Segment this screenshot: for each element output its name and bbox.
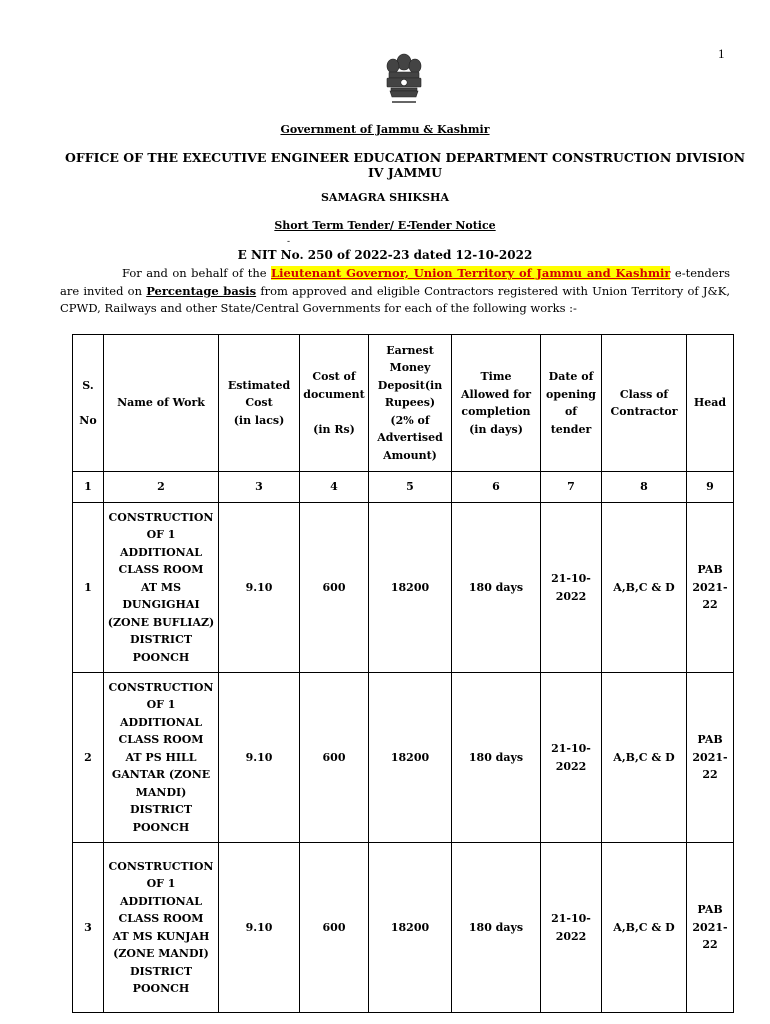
column-number: 1 <box>73 472 104 503</box>
header-date-of-opening: Date of opening of tender <box>541 335 602 472</box>
notice-title: Short Term Tender/ E-Tender Notice <box>274 219 496 232</box>
intro-text-3: from approved and eligible Contractors registered with Union Territory of J&K, CPWD, Railways and other State/Central Governments for each of the following works :- <box>60 283 730 315</box>
row-earnest-money: 18200 <box>369 673 452 843</box>
row-name-of-work: CONSTRUCTION OF 1 ADDITIONAL CLASS ROOM AT MS KUNJAH (ZONE MANDI) DISTRICT POONCH <box>104 843 219 1013</box>
percentage-basis: Percentage basis <box>146 283 257 298</box>
row-time-allowed: 180 days <box>452 673 541 843</box>
intro-text-2: e-tenders are invited on <box>60 266 730 298</box>
row-document-cost: 600 <box>300 673 369 843</box>
header-class-of-contractor: Class of Contractor <box>602 335 687 472</box>
table-row <box>73 503 734 673</box>
row-estimated-cost: 9.10 <box>219 673 300 843</box>
row-head: PAB 2021- 22 <box>687 843 734 1013</box>
row-document-cost: 600 <box>300 843 369 1013</box>
column-number-row <box>73 472 734 503</box>
column-number: 8 <box>602 472 687 503</box>
row-earnest-money: 18200 <box>369 843 452 1013</box>
scheme-heading: SAMAGRA SHIKSHA <box>320 191 449 204</box>
row-date-of-opening: 21-10- 2022 <box>541 673 602 843</box>
column-number: 6 <box>452 472 541 503</box>
row-date-of-opening: 21-10- 2022 <box>541 503 602 673</box>
table-row <box>73 843 734 1013</box>
row-date-of-opening: 21-10- 2022 <box>541 843 602 1013</box>
intro-paragraph <box>60 265 730 318</box>
enit-number: E NIT No. 250 of 2022-23 dated 12-10-2022 <box>237 248 533 262</box>
row-estimated-cost: 9.10 <box>219 843 300 1013</box>
header-time-allowed: Time Allowed for completion (in days) <box>452 335 541 472</box>
row-class-of-contractor: A,B,C & D <box>602 843 687 1013</box>
header-name-of-work: Name of Work <box>104 335 219 472</box>
row-head: PAB 2021- 22 <box>687 503 734 673</box>
notice-dash: - <box>287 237 291 247</box>
header-estimated-cost: Estimated Cost (in lacs) <box>219 335 300 472</box>
national-emblem-icon <box>380 50 428 110</box>
row-time-allowed: 180 days <box>452 503 541 673</box>
header-head: Head <box>687 335 734 472</box>
column-number: 2 <box>104 472 219 503</box>
page-number: 1 <box>718 46 725 61</box>
row-name-of-work: CONSTRUCTION OF 1 ADDITIONAL CLASS ROOM AT PS HILL GANTAR (ZONE MANDI) DISTRICT POONCH <box>104 673 219 843</box>
row-head: PAB 2021- 22 <box>687 673 734 843</box>
row-sno: 3 <box>73 843 104 1013</box>
government-heading: Government of Jammu & Kashmir <box>280 123 490 136</box>
column-number: 4 <box>300 472 369 503</box>
intro-text-1: For and on behalf of the <box>122 266 272 280</box>
row-name-of-work: CONSTRUCTION OF 1 ADDITIONAL CLASS ROOM AT MS DUNGIGHAI (ZONE BUFLIAZ) DISTRICT POONCH <box>104 503 219 673</box>
row-estimated-cost: 9.10 <box>219 503 300 673</box>
row-class-of-contractor: A,B,C & D <box>602 503 687 673</box>
header-sno: S. No <box>73 335 104 472</box>
column-number: 7 <box>541 472 602 503</box>
column-number: 5 <box>369 472 452 503</box>
row-sno: 2 <box>73 673 104 843</box>
row-sno: 1 <box>73 503 104 673</box>
row-earnest-money: 18200 <box>369 503 452 673</box>
header-earnest-money: Earnest Money Deposit(in Rupees) (2% of Advertised Amount) <box>369 335 452 472</box>
office-heading: OFFICE OF THE EXECUTIVE ENGINEER EDUCATION DEPARTMENT CONSTRUCTION DIVISION IV JAMMU <box>64 150 746 180</box>
column-number: 3 <box>219 472 300 503</box>
header-cost-of-document: Cost of document (in Rs) <box>300 335 369 472</box>
row-class-of-contractor: A,B,C & D <box>602 673 687 843</box>
works-table <box>72 334 734 1013</box>
row-time-allowed: 180 days <box>452 843 541 1013</box>
table-header-row <box>73 335 734 472</box>
table-row <box>73 673 734 843</box>
authority-highlight: Lieutenant Governor, Union Territory of Jammu and Kashmir <box>271 266 671 280</box>
row-document-cost: 600 <box>300 503 369 673</box>
column-number: 9 <box>687 472 734 503</box>
